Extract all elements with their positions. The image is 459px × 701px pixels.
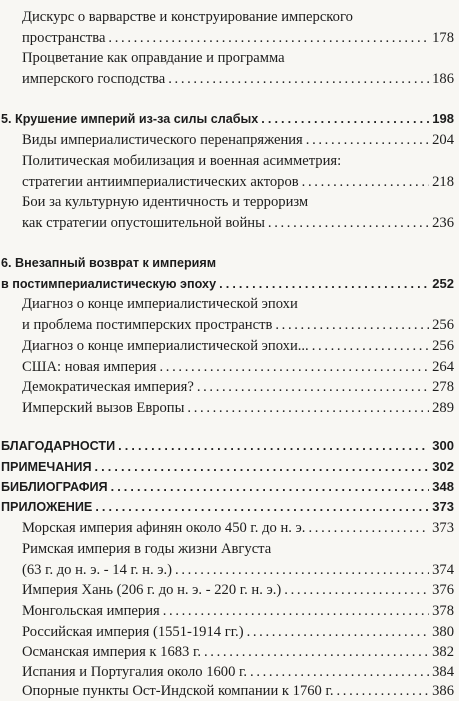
toc-entry-line	[22, 662, 454, 682]
toc-page-number: 374	[432, 562, 454, 578]
toc-entry-title: стратегии антиимпериалистических акторов	[22, 174, 299, 190]
dot-leader	[250, 662, 429, 682]
toc-entry-line	[22, 69, 454, 89]
toc-page-number: 256	[432, 338, 454, 354]
toc-page-number: 264	[432, 359, 454, 375]
toc-entry-line	[22, 518, 454, 538]
toc-page-number: 302	[432, 459, 454, 474]
toc-entry-line	[22, 398, 454, 418]
toc-chapter-title: в постимпериалистическую эпоху	[1, 277, 217, 291]
toc-entry-line	[22, 172, 454, 192]
toc-entry-line	[22, 336, 454, 356]
toc-entry-line	[22, 151, 454, 171]
toc-entry-title: Диагноз о конце империалистической эпохи	[22, 296, 298, 312]
toc-entry-title: Империя Хань (206 г. до н. э. - 220 г. н. э.)	[22, 582, 282, 598]
toc-entry-line	[22, 539, 454, 559]
toc-entry-line	[22, 580, 454, 600]
toc-entry-line	[22, 357, 454, 377]
toc-page-number: 378	[432, 603, 454, 619]
dot-leader	[219, 274, 429, 294]
dot-leader	[95, 457, 430, 477]
toc-page-number: 348	[432, 479, 454, 494]
toc-page-number: 384	[432, 664, 454, 680]
toc-page-number: 198	[432, 111, 454, 126]
toc-entry-line	[22, 315, 454, 335]
dot-leader	[163, 601, 429, 621]
dot-leader	[108, 28, 429, 48]
toc-page-number: 178	[432, 30, 454, 46]
toc-page-number: 278	[432, 379, 454, 395]
toc-chapter-heading	[1, 253, 454, 273]
toc-page-number: 218	[432, 174, 454, 190]
dot-leader	[306, 130, 429, 150]
toc-entry-title: Османская империя к 1683 г.	[22, 644, 201, 660]
toc-page-number: 373	[432, 520, 454, 536]
toc-entry-title: имперского господства	[22, 71, 166, 87]
dot-leader	[268, 213, 429, 233]
dot-leader	[247, 622, 430, 642]
toc-entry-title: Имперский вызов Европы	[22, 400, 185, 416]
toc-entry-title: и проблема постимперских пространств	[22, 317, 273, 333]
toc-entry-line	[22, 28, 454, 48]
toc-entry-title: Политическая мобилизация и военная асимметрия:	[22, 153, 342, 169]
toc-page-number: 289	[432, 400, 454, 416]
toc-entry-line	[22, 377, 454, 397]
toc-entry-title: Римская империя в годы жизни Августа	[22, 541, 272, 557]
dot-leader	[336, 681, 429, 701]
toc-entry-title: (63 г. до н. э. - 14 г. н. э.)	[22, 562, 173, 578]
toc-section-title: БЛАГОДАРНОСТИ	[1, 439, 116, 453]
toc-chapter-title: 5. Крушение империй из-за силы слабых	[1, 112, 259, 126]
toc-page-number: 236	[432, 215, 454, 231]
toc-entry-line	[22, 601, 454, 621]
toc-entry-title: Морская империя афинян около 450 г. до н. э.	[22, 520, 306, 536]
dot-leader	[160, 357, 430, 377]
toc-chapter-heading	[1, 274, 454, 294]
toc-entry-title: США: новая империя	[22, 359, 157, 375]
dot-leader	[118, 436, 429, 456]
toc-entry-title: Бои за культурную идентичность и терроризм	[22, 194, 309, 210]
toc-entry-line	[22, 130, 454, 150]
dot-leader	[302, 172, 429, 192]
toc-entry-title: Испания и Португалия около 1600 г.	[22, 664, 248, 680]
toc-entry-title: Опорные пункты Ост-Индской компании к 1760 г.	[22, 683, 334, 699]
toc-section-title: ПРИЛОЖЕНИЕ	[1, 500, 93, 514]
toc-entry-line	[22, 622, 454, 642]
toc-entry-title: Процветание как оправдание и программа	[22, 50, 285, 66]
dot-leader	[187, 398, 429, 418]
toc-section-heading	[1, 477, 454, 497]
toc-entry-line	[22, 7, 454, 27]
toc-page-number: 376	[432, 582, 454, 598]
dot-leader	[261, 109, 429, 129]
toc-section-title: БИБЛИОГРАФИЯ	[1, 480, 108, 494]
toc-entry-title: Виды империалистического перенапряжения	[22, 132, 303, 148]
toc-entry-line	[22, 192, 454, 212]
toc-entry-line	[22, 294, 454, 314]
toc-entry-title: Дискурс о варварстве и конструирование имперского	[22, 9, 353, 25]
toc-entry-line	[22, 642, 454, 662]
toc-section-title: ПРИМЕЧАНИЯ	[1, 460, 92, 474]
toc-page-number: 204	[432, 132, 454, 148]
toc-chapter-title: 6. Внезапный возврат к империям	[1, 256, 217, 270]
toc-page-number: 382	[432, 644, 454, 660]
dot-leader	[312, 336, 429, 356]
toc-entry-title: Демократическая империя?	[22, 379, 194, 395]
toc-chapter-heading	[1, 109, 454, 129]
toc-entry-title: как стратегии опустошительной войны	[22, 215, 265, 231]
toc-entry-title: Российская империя (1551-1914 гг.)	[22, 624, 244, 640]
toc-entry-title: пространства	[22, 30, 106, 46]
dot-leader	[111, 477, 430, 497]
toc-page-number: 386	[432, 683, 454, 699]
dot-leader	[204, 642, 429, 662]
dot-leader	[284, 580, 429, 600]
dot-leader	[308, 518, 429, 538]
toc-entry-line	[22, 213, 454, 233]
toc-page-number: 186	[432, 71, 454, 87]
toc-page-number: 373	[432, 499, 454, 514]
dot-leader	[168, 69, 429, 89]
toc-entry-line	[22, 560, 454, 580]
toc-page-number: 252	[432, 276, 454, 291]
toc-page-number: 380	[432, 624, 454, 640]
dot-leader	[197, 377, 429, 397]
dot-leader	[175, 560, 429, 580]
toc-entry-title: Диагноз о конце империалистической эпохи...	[22, 338, 309, 354]
toc-page-number: 300	[432, 438, 454, 453]
toc-section-heading	[1, 497, 454, 517]
dot-leader	[275, 315, 429, 335]
toc-section-heading	[1, 436, 454, 456]
toc-entry-line	[22, 48, 454, 68]
toc-entry-line	[22, 681, 454, 701]
toc-entry-title: Монгольская империя	[22, 603, 160, 619]
toc-section-heading	[1, 457, 454, 477]
dot-leader	[95, 497, 429, 517]
toc-page-number: 256	[432, 317, 454, 333]
